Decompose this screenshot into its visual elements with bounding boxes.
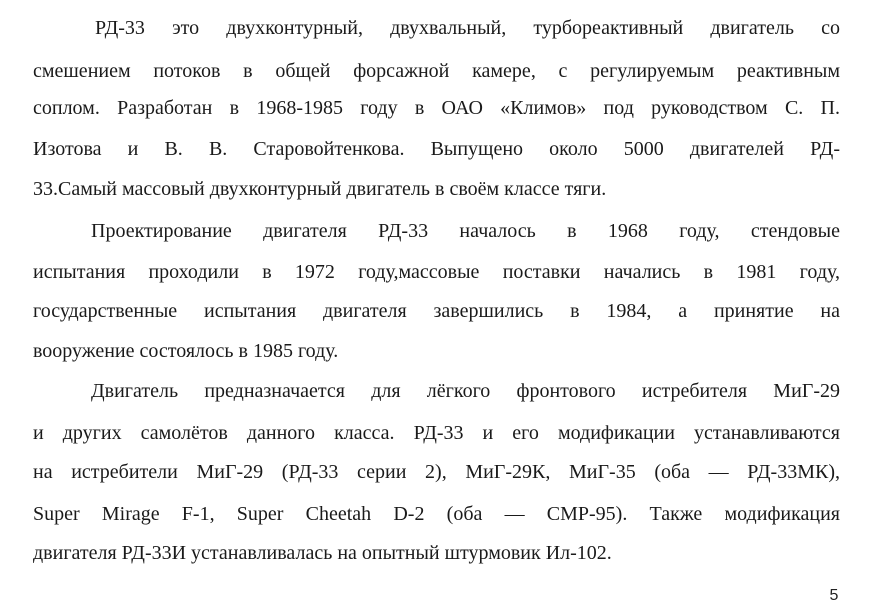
text-line: вооружение состоялось в 1985 году. [33, 340, 339, 362]
text-line: двигателя РД-33И устанавливалась на опытный штурмовик Ил-102. [33, 542, 612, 564]
text-line: государственные испытания двигателя завершились в 1984, а принятие на [33, 300, 840, 322]
text-line: 33.Самый массовый двухконтурный двигатель в своём классе тяги. [33, 178, 607, 200]
text-line: смешением потоков в общей форсажной камере, с регулируемым реактивным [33, 60, 840, 82]
text-line: испытания проходили в 1972 году,массовые поставки начались в 1981 году, [33, 261, 840, 283]
page-number: 5 [829, 587, 839, 604]
text-line: Изотова и В. В. Старовойтенкова. Выпущено около 5000 двигателей РД- [33, 138, 840, 160]
text-line: Super Mirage F-1, Super Cheetah D-2 (оба — СМР-95). Также модификация [33, 503, 840, 525]
text-line: Проектирование двигателя РД-33 началось в 1968 году, стендовые [91, 220, 840, 242]
text-line: соплом. Разработан в 1968-1985 году в ОАО «Климов» под руководством С. П. [33, 97, 840, 119]
text-line: и других самолётов данного класса. РД-33 и его модификации устанавливаются [33, 422, 840, 444]
text-line: РД-33 это двухконтурный, двухвальный, турбореактивный двигатель со [95, 17, 840, 39]
text-line: Двигатель предназначается для лёгкого фронтового истребителя МиГ-29 [91, 380, 840, 402]
text-line: на истребители МиГ-29 (РД-33 серии 2), МиГ-29К, МиГ-35 (оба — РД-33МК), [33, 461, 840, 483]
